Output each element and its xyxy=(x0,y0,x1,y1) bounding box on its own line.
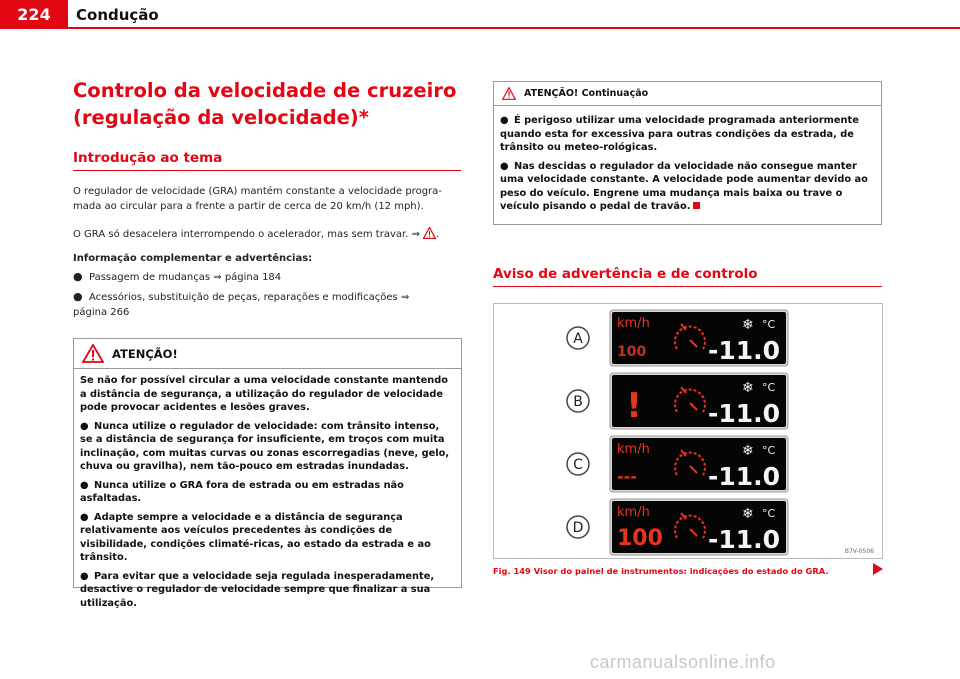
temperature-unit: °C xyxy=(762,444,776,457)
display-unit: km/h xyxy=(617,316,650,331)
temperature-unit: °C xyxy=(762,507,776,520)
warning-icon xyxy=(502,87,516,100)
callout-letter: B xyxy=(573,394,583,410)
warning-item: ● Nunca utilize o regulador de velocidade: com trânsito intenso, se a distância de segurança for insuficiente, em troços com muita inclinação, com muitas curvas ou zonas escorregadias (neve, gelo, chuva ou gravilha), nem tão-pouco em estradas inundadas. xyxy=(80,420,450,472)
display-alert: ! xyxy=(626,386,642,426)
temperature-value: -11.0 xyxy=(707,336,780,365)
warning-box xyxy=(73,338,462,609)
warning-item: ● Adapte sempre a velocidade e a distância de segurança relativamente aos veículos precedentes às condições de visibilidade, condições climaté-ricas, ao estado da estrada e ao trânsito. xyxy=(80,511,431,563)
display-unit: km/h xyxy=(617,505,650,520)
warning-item-text: Para evitar que a velocidade seja regulada inesperadamente, desactive o regulador de velocidade sempre que finalizar a sua utilização. xyxy=(80,570,435,609)
section-title: Condução xyxy=(76,6,159,24)
display-value: 100 xyxy=(617,344,647,360)
snowflake-icon: ❄ xyxy=(742,443,754,459)
callout-letter: A xyxy=(573,331,583,347)
warning-item: ● Para evitar que a velocidade seja regulada inesperadamente, desactive o regulador de velocidade sempre que finalizar a sua utilização. xyxy=(80,570,435,609)
info-heading: Informação complementar e advertências: xyxy=(73,253,313,264)
signals-heading: Aviso de advertência e de controlo xyxy=(493,266,758,282)
warning-item-text: Nunca utilize o regulador de velocidade: com trânsito intenso, se a distância de segurança for insuficiente, em troços com muita inclinação, com muitas curvas ou zonas escorregadias (neve, gelo, chuva ou gravilha), nem tão-pouco em estradas inundadas. xyxy=(80,420,450,472)
bullet-text: Acessórios, substituição de peças, reparações e modificações ⇒ página 266 xyxy=(73,292,410,318)
page-number: 224 xyxy=(0,0,68,28)
warning-intro: Se não for possível circular a uma velocidade constante mantendo a distância de segurança, a utilização do regulador de velocidade pode provocar acidentes e lesões graves. xyxy=(80,375,449,413)
next-page-arrow-icon xyxy=(873,563,883,575)
list-item: ● Passagem de mudanças ⇒ página 184 xyxy=(73,270,282,283)
temperature-value: -11.0 xyxy=(707,462,780,491)
temperature-unit: °C xyxy=(762,381,776,394)
warning-item: ● Nunca utilize o GRA fora de estrada ou em estradas não asfaltadas. xyxy=(80,479,404,504)
list-item: ● Acessórios, substituição de peças, reparações e modificações ⇒ página 266 xyxy=(73,290,410,318)
signals-rule xyxy=(493,286,882,287)
instrument-display-figure xyxy=(493,303,883,559)
intro-paragraph-2: O GRA só desacelera interrompendo o acelerador, mas sem travar. ⇒ . xyxy=(73,229,440,240)
figure-code: B7V-0506 xyxy=(844,548,874,555)
display-unit: km/h xyxy=(617,442,650,457)
end-mark xyxy=(693,202,700,209)
warning-item-text: Nas descidas o regulador da velocidade não consegue manter uma velocidade constante. A velocidade pode aumentar devido ao peso do veículo. Engrene uma mudança mais baixa ou trave o veículo pisando o pedal de travão. xyxy=(500,160,868,212)
intro-paragraph-1: O regulador de velocidade (GRA) mantém constante a velocidade progra-mada ao circular para a frente a partir de cerca de 20 km/h (12 mph). xyxy=(73,186,442,212)
temperature-unit: °C xyxy=(762,318,776,331)
page-title: Controlo da velocidade de cruzeiro (regulação da velocidade)* xyxy=(73,79,457,129)
callout-letter: D xyxy=(572,520,584,536)
warning-item-text: Nunca utilize o GRA fora de estrada ou em estradas não asfaltadas. xyxy=(80,479,404,504)
warning-item: ● É perigoso utilizar uma velocidade programada anteriormente quando esta for excessiva para outras condições da estrada, de trânsito ou meteo-rológicas. xyxy=(500,115,859,153)
header-rule xyxy=(0,27,960,29)
temperature-value: -11.0 xyxy=(707,399,780,428)
snowflake-icon: ❄ xyxy=(742,317,754,333)
temperature-value: -11.0 xyxy=(707,525,780,554)
warning-item-text: É perigoso utilizar uma velocidade programada anteriormente quando esta for excessiva para outras condições da estrada, de trânsito ou meteo-rológicas. xyxy=(500,115,859,153)
callout-letter: C xyxy=(573,457,583,473)
warning-item-text: Adapte sempre a velocidade e a distância de segurança relativamente aos veículos precedentes às condições de visibilidade, condições climaté-ricas, ao estado da estrada e ao trânsito. xyxy=(80,511,431,563)
watermark: carmanualsonline.info xyxy=(590,652,776,672)
figure-caption: Fig. 149 Visor do painel de instrumentos: indicações do estado do GRA. xyxy=(493,566,829,576)
warning-continuation-box xyxy=(493,81,882,225)
warning-item: ● Nas descidas o regulador da velocidade não consegue manter uma velocidade constante. A velocidade pode aumentar devido ao peso do veículo. Engrene uma mudança mais baixa ou trave o veículo pisando o pedal de travão. xyxy=(500,160,868,212)
snowflake-icon: ❄ xyxy=(742,380,754,396)
display-value: --- xyxy=(617,467,637,486)
arrow-icon: ⇒ xyxy=(411,229,420,240)
display-value: 100 xyxy=(617,526,663,551)
warning-icon xyxy=(82,344,104,363)
intro-rule xyxy=(73,170,461,171)
warning-continuation-title: ATENÇÃO! Continuação xyxy=(524,88,649,99)
warning-title: ATENÇÃO! xyxy=(112,346,178,361)
intro-heading: Introdução ao tema xyxy=(73,150,223,166)
warning-icon xyxy=(423,227,436,239)
snowflake-icon: ❄ xyxy=(742,506,754,522)
intro-paragraph-2-text: O GRA só desacelera interrompendo o acelerador, mas sem travar. xyxy=(73,229,409,240)
figure-svg xyxy=(494,304,882,558)
bullet-text: Passagem de mudanças ⇒ página 184 xyxy=(89,272,282,283)
